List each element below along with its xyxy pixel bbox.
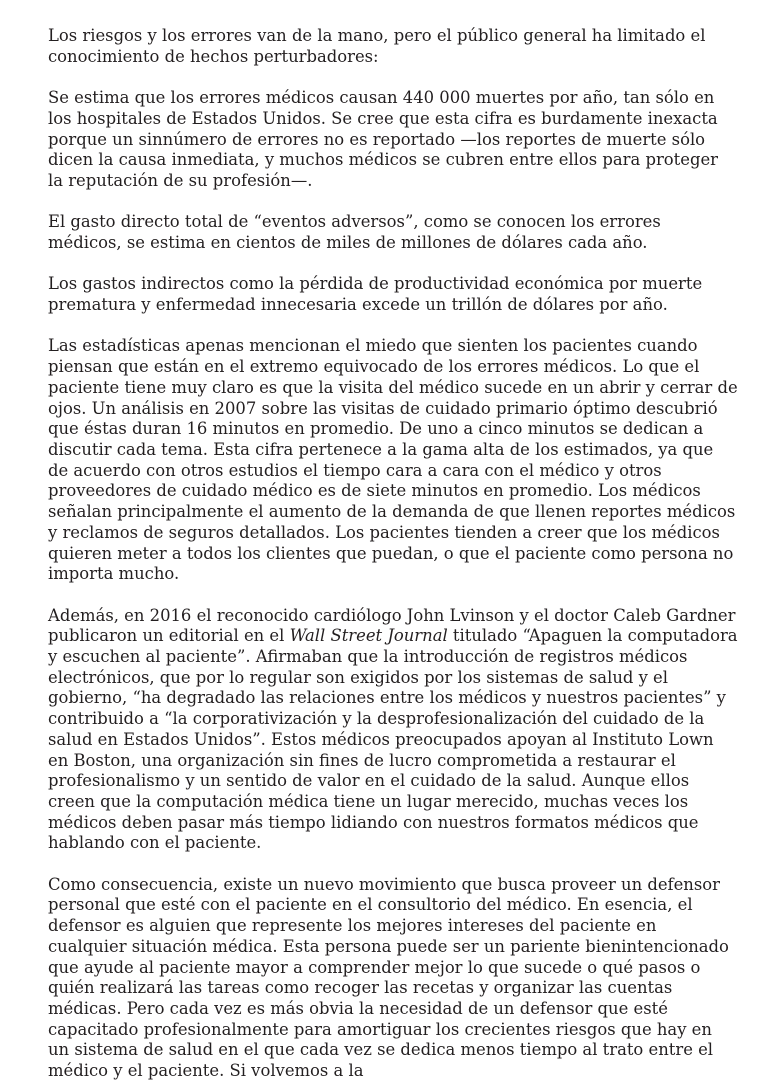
newspaper-title: Wall Street Journal	[289, 626, 448, 646]
paragraph-indirect-costs: Los gastos indirectos como la pérdida de productividad económica por muerte prematura y enfermedad innecesaria excede un trillón de dólares por año.	[48, 274, 703, 315]
paragraph-intro: Los riesgos y los errores van de la mano, pero el público general ha limitado el conocimiento de hechos perturbadores:	[48, 26, 706, 66]
paragraph-visit-statistics: Las estadísticas apenas mencionan el miedo que sienten los pacientes cuando piensan que están en el extremo equivocado de los errores médicos. Lo que el paciente tiene muy claro es que la visita del médico sucede en un abrir y cerrar de ojos. Un análisis en 2007 sobre las visitas de cuidado primario óptimo descubrió que éstas duran 16 minutos en promedio. De uno a cinco minutos se dedican a discutir cada tema. Esta cifra pertenece a la gama alta de los estimados, ya que de acuerdo con otros estudios el tiempo cara a cara con el médico y otros proveedores de cuidado médico es de siete minutos en promedio. Los médicos señalan principalmente el aumento de la demanda de que llenen reportes médicos y reclamos de seguros detallados. Los pacientes tienden a creer que los médicos quieren meter a todos los clientes que puedan, o que el paciente como persona no importa mucho.	[48, 336, 738, 584]
editorial-text-before: Además, en 2016 el reconocido cardiólogo John Lvinson y el doctor Caleb Gardner publicaron un editorial en el	[48, 605, 736, 646]
editorial-text-after: titulado “Apaguen la computadora y escuchen al paciente”. Afirmaban que la introducción de registros médicos electrónicos, que por lo regular son exigidos por los sistemas de salud y el gobierno, “ha degradado las relaciones entre los médicos y nuestros pacientes” y contribuido a “la corporativización y la desprofesionalización del cuidado de la salud en Estados Unidos”. Estos médicos preocupados apoyan al Instituto Lown en Boston, una organización sin fines de lucro comprometida a restaurar el profesionalismo y un sentido de valor en el cuidado de la salud. Aunque ellos creen que la computación médica tiene un lugar merecido, muchas veces los médicos deben pasar más tiempo lidiando con nuestros formatos médicos que hablando con el paciente.	[48, 626, 738, 853]
paragraph-patient-advocate: Como consecuencia, existe un nuevo movimiento que busca proveer un defensor personal que esté con el paciente en el consultorio del médico. En esencia, el defensor es alguien que represente los mejores intereses del paciente en cualquier situación médica. Esta persona puede ser un pariente bienintencionado que ayude al paciente mayor a comprender mejor lo que sucede o qué pasos o quién realizará las tareas como recoger las recetas y organizar las cuentas médicas. Pero cada vez es más obvia la necesidad de un defensor que esté capacitado profesionalmente para amortiguar los crecientes riesgos que hay en un sistema de salud en el que cada vez se dedica menos tiempo al trato entre el médico y el paciente. Si volvemos a la	[48, 874, 729, 1081]
document-page	[48, 26, 738, 1082]
paragraph-direct-costs: El gasto directo total de “eventos adversos”, como se conocen los errores médicos, se estima en cientos de miles de millones de dólares cada año.	[48, 212, 661, 252]
paragraph-deaths-estimate: Se estima que los errores médicos causan 440 000 muertes por año, tan sólo en los hospitales de Estados Unidos. Se cree que esta cifra es burdamente inexacta porque un sinnúmero de errores no es reportado —los reportes de muerte sólo dicen la causa inmediata, y muchos médicos se cubren entre ellos para proteger la reputación de su profesión—.	[48, 88, 718, 190]
paragraph-editorial	[48, 606, 738, 854]
